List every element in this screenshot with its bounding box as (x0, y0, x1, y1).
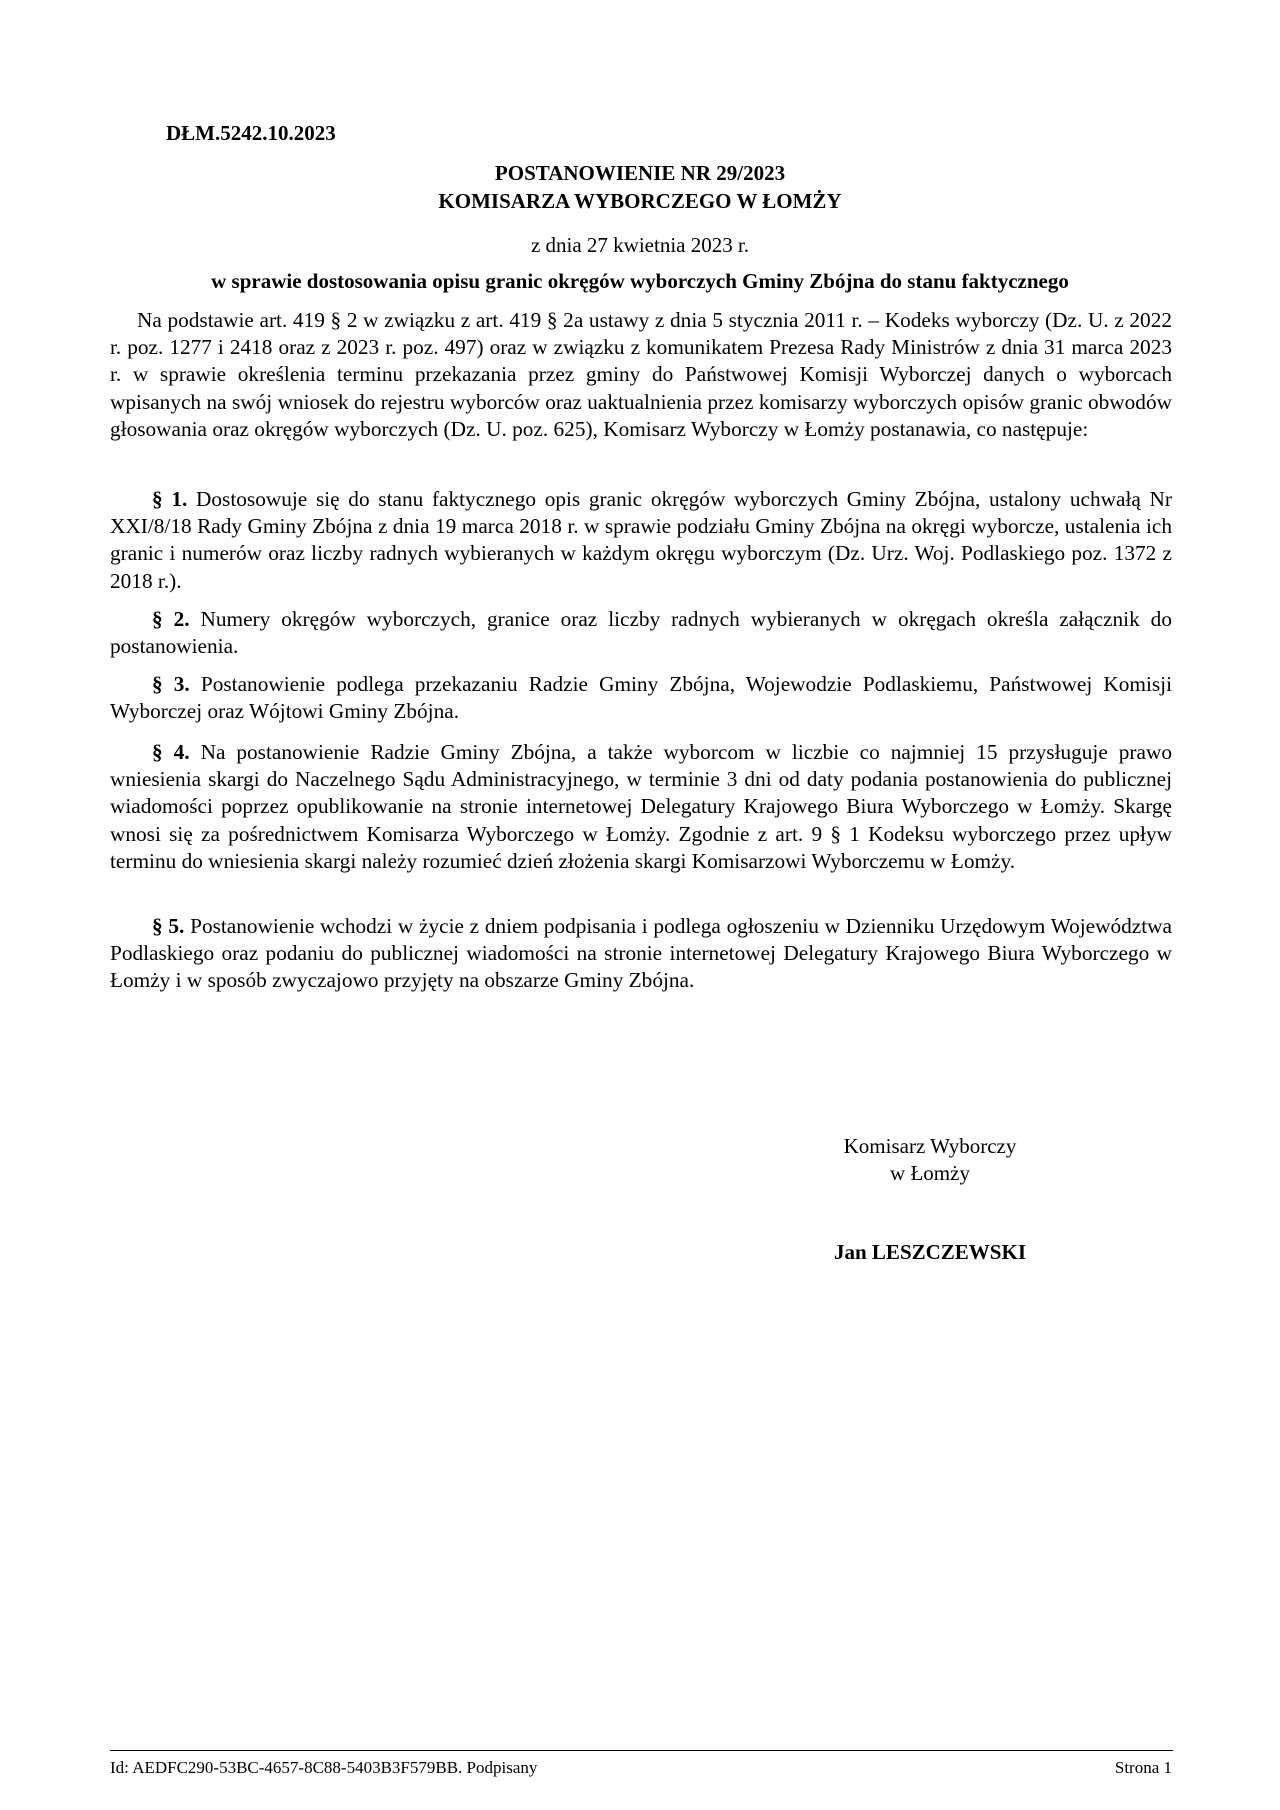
paragraph-text: Postanowienie podlega przekazaniu Radzie Gminy Zbójna, Wojewodzie Podlaskiemu, Państwowej Komisji Wyborczej oraz Wójtowi Gminy Zbójna. (110, 672, 1172, 724)
paragraph-text: Postanowienie wchodzi w życie z dniem podpisania i podlega ogłoszeniu w Dzienniku Urzędowym Województwa Podlaskiego oraz podaniu do publicznej wiadomości na stronie internetowej Delegatury Krajowego Biura Wyborczego w Łomży i w sposób zwyczajowo przyjęty na obszarze Gminy Zbójna. (110, 914, 1173, 993)
footer-page-number: Strona 1 (1114, 1758, 1172, 1777)
footer-document-id: Id: AEDFC290-53BC-4657-8C88-5403B3F579BB. Podpisany (110, 1758, 538, 1777)
paragraph-label: § 1. (152, 487, 188, 511)
signature-location: w Łomży (890, 1161, 970, 1185)
paragraph-text: Numery okręgów wyborczych, granice oraz liczby radnych wybieranych w okręgach określa załącznik do postanowienia. (110, 607, 1172, 659)
paragraph-label: § 5. (152, 914, 185, 938)
paragraph-label: § 2. (152, 607, 190, 631)
document-title: POSTANOWIENIE NR 29/2023 (494, 161, 786, 185)
paragraph-1 (110, 486, 1172, 595)
paragraph-3 (110, 671, 1172, 725)
preamble: Na podstawie art. 419 § 2 w związku z art. 419 § 2a ustawy z dnia 5 stycznia 2011 r. – Kodeks wyborczy (Dz. U. z 2022 r. poz. 1277 i 2418 oraz z 2023 r. poz. 497) oraz w związku z komunikatem Prezesa Rady Ministrów z dnia 31 marca 2023 r. w sprawie określenia terminu przekazania przez gminy do Państwowej Komisji Wyborczej danych o wyborcach wpisanych na swój wniosek do rejestru wyborców oraz uaktualnienia przez komisarzy wyborczych opisów granic obwodów głosowania oraz okręgów wyborczych (Dz. U. poz. 625), Komisarz Wyborczy w Łomży postanawia, co następuje: (110, 308, 1172, 441)
signature-role: Komisarz Wyborczy (843, 1134, 1017, 1158)
paragraph-text: Dostosowuje się do stanu faktycznego opis granic okręgów wyborczych Gminy Zbójna, ustalony uchwałą Nr XXI/8/18 Rady Gminy Zbójna z dnia 19 marca 2018 r. w sprawie podziału Gminy Zbójna na okręgi wyborcze, ustalenia ich granic i numerów oraz liczby radnych wybieranych w każdym okręgu wyborczym (Dz. Urz. Woj. Podlaskiego poz. 1372 z 2018 r.). (110, 487, 1172, 593)
document-reference: DŁM.5242.10.2023 (166, 121, 336, 145)
paragraph-5 (110, 913, 1172, 995)
footer-divider (110, 1750, 1173, 1751)
document-date: z dnia 27 kwietnia 2023 r. (530, 233, 750, 257)
paragraph-label: § 4. (152, 740, 190, 764)
paragraph-2 (110, 606, 1172, 660)
document-issuer: KOMISARZA WYBORCZEGO W ŁOMŻY (438, 189, 842, 213)
document-subject: w sprawie dostosowania opisu granic okręgów wyborczych Gminy Zbójna do stanu faktycznego (211, 269, 1069, 293)
paragraph-label: § 3. (152, 672, 190, 696)
paragraph-4 (110, 739, 1172, 875)
signature-name: Jan LESZCZEWSKI (834, 1240, 1026, 1264)
paragraph-text: Na postanowienie Radzie Gminy Zbójna, a także wyborcom w liczbie co najmniej 15 przysługuje prawo wniesienia skargi do Naczelnego Sądu Administracyjnego, w terminie 3 dni od daty podania postanowienia do publicznej wiadomości poprzez opublikowanie na stronie internetowej Delegatury Krajowego Biura Wyborczego w Łomży. Skargę wnosi się za pośrednictwem Komisarza Wyborczego w Łomży. Zgodnie z art. 9 § 1 Kodeksu wyborczego przez upływ terminu do wniesienia skargi należy rozumieć dzień złożenia skargi Komisarzowi Wyborczemu w Łomży. (110, 740, 1172, 873)
